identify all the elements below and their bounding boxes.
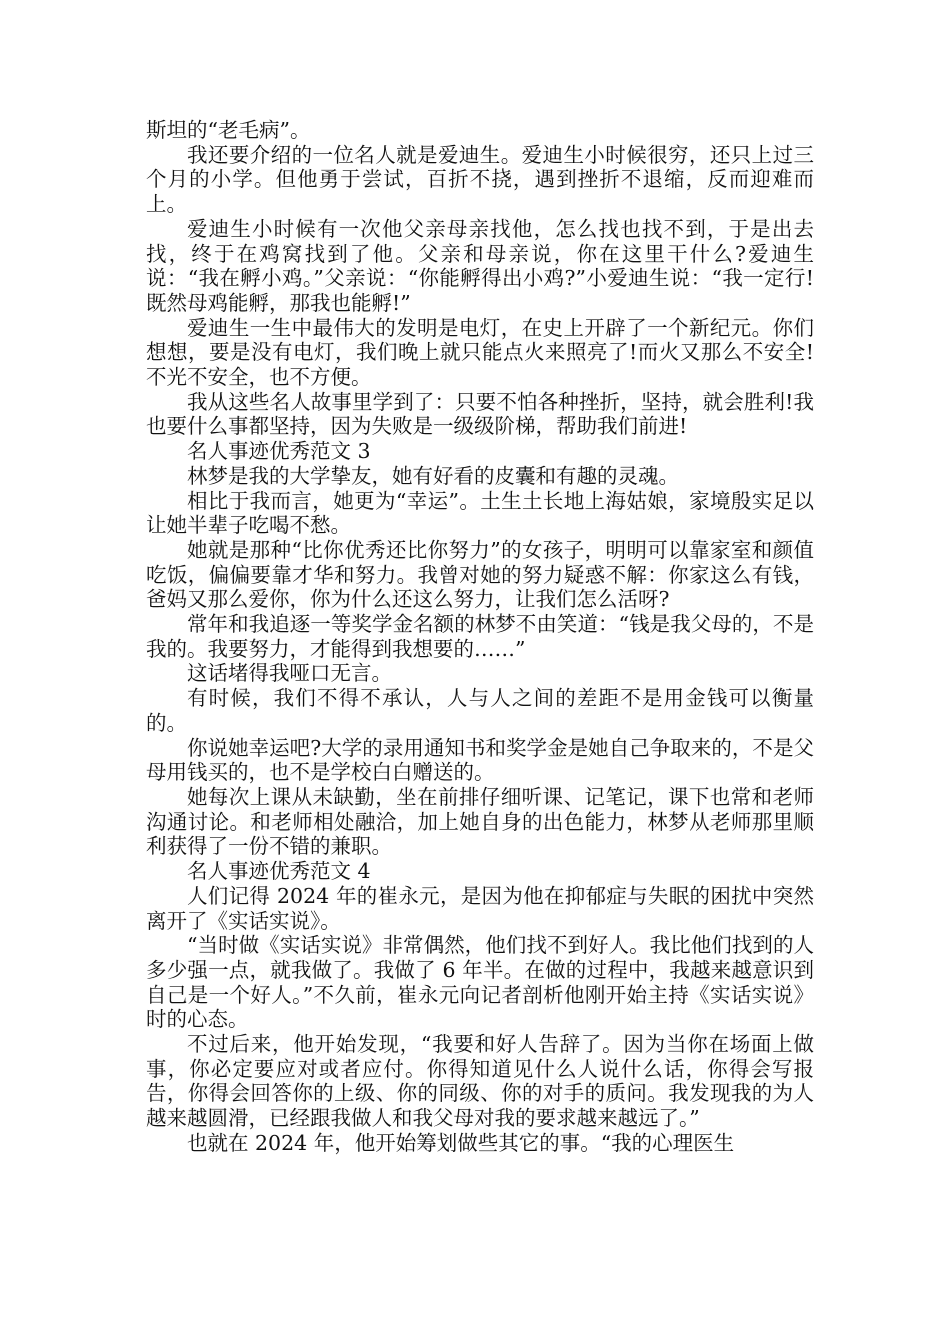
document-body <box>146 118 814 1156</box>
paragraph: 我从这些名人故事里学到了：只要不怕各种挫折，坚持，就会胜利!我也要什么事都坚持，因为失败是一级级阶梯，帮助我们前进! <box>146 389 814 439</box>
paragraph: 不过后来，他开始发现，“我要和好人告辞了。因为当你在场面上做事，你必定要应对或者应付。你得知道见什么人说什么话，你得会写报告，你得会回答你的上级、你的同级、你的对手的质问。我发现我的为人越来越圆滑，已经跟我做人和我父母对我的要求越来越远了。” <box>146 1032 814 1131</box>
paragraph: “当时做《实话实说》非常偶然，他们找不到好人。我比他们找到的人多少强一点，就我做了。我做了 6 年半。在做的过程中，我越来越意识到自己是一个好人。”不久前，崔永元向记者剖析他刚开始主持《实话实说》时的心态。 <box>146 933 814 1032</box>
paragraph: 这话堵得我哑口无言。 <box>187 661 392 686</box>
paragraph: 爱迪生小时候有一次他父亲母亲找他，怎么找也找不到，于是出去找，终于在鸡窝找到了他。父亲和母亲说，你在这里干什么?爱迪生说：“我在孵小鸡。”父亲说：“你能孵得出小鸡?”小爱迪生说：“我一定行!既然母鸡能孵，那我也能孵!” <box>146 216 814 315</box>
paragraph: 相比于我而言，她更为“幸运”。土生土长地上海姑娘，家境殷实足以让她半辈子吃喝不愁。 <box>146 488 814 538</box>
paragraph: 林梦是我的大学挚友，她有好看的皮囊和有趣的灵魂。 <box>187 463 679 488</box>
section-heading: 名人事迹优秀范文 4 <box>187 859 371 884</box>
paragraph: 爱迪生一生中最伟大的发明是电灯，在史上开辟了一个新纪元。你们想想，要是没有电灯，我们晚上就只能点火来照亮了!而火又那么不安全!不光不安全，也不方便。 <box>146 315 814 390</box>
paragraph: 我还要介绍的一位名人就是爱迪生。爱迪生小时候很穷，还只上过三个月的小学。但他勇于尝试，百折不挠，遇到挫折不退缩，反而迎难而上。 <box>146 142 814 217</box>
section-heading: 名人事迹优秀范文 3 <box>187 439 371 464</box>
paragraph: 人们记得 2024 年的崔永元，是因为他在抑郁症与失眠的困扰中突然离开了《实话实说》。 <box>146 883 814 933</box>
paragraph: 你说她幸运吧?大学的录用通知书和奖学金是她自己争取来的，不是父母用钱买的，也不是学校白白赠送的。 <box>146 735 814 785</box>
paragraph: 她就是那种“比你优秀还比你努力”的女孩子，明明可以靠家室和颜值吃饭，偏偏要靠才华和努力。我曾对她的努力疑惑不解：你家这么有钱，爸妈又那么爱你，你为什么还这么努力，让我们怎么活呀? <box>146 537 814 612</box>
paragraph-continuation: 斯坦的“老毛病”。 <box>146 118 311 142</box>
paragraph: 她每次上课从未缺勤，坐在前排仔细听课、记笔记，课下也常和老师沟通讨论。和老师相处融洽，加上她自身的出色能力，林梦从老师那里顺利获得了一份不错的兼职。 <box>146 784 814 859</box>
paragraph: 也就在 2024 年，他开始筹划做些其它的事。“我的心理医生 <box>187 1130 735 1155</box>
paragraph: 有时候，我们不得不承认，人与人之间的差距不是用金钱可以衡量的。 <box>146 686 814 735</box>
paragraph: 常年和我追逐一等奖学金名额的林梦不由笑道：“钱是我父母的，不是我的。我要努力，才能得到我想要的……” <box>146 612 814 661</box>
